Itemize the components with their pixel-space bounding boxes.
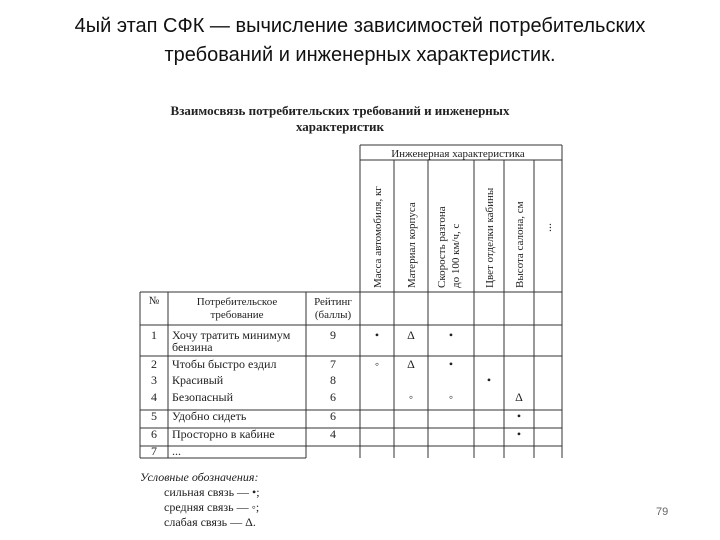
legend-title: Условные обозначения:: [140, 470, 259, 484]
row-requirement: ...: [172, 444, 181, 458]
figure-caption-line-1: Взаимосвязь потребительских требований и инженерных: [170, 103, 510, 118]
legend-strong: сильная связь — •;: [164, 485, 260, 499]
row-requirement: Красивый: [172, 373, 224, 387]
eng-col-more: ...: [540, 223, 554, 232]
row-rating: 6: [330, 390, 336, 404]
row-requirement: Просторно в кабине: [172, 427, 275, 441]
col-requirement-header-2: требование: [210, 309, 264, 321]
eng-header: Инженерная характеристика: [391, 148, 525, 160]
relationship-cell: •: [448, 328, 454, 342]
page-number: 79: [656, 506, 669, 518]
relationship-cell: ◦: [448, 390, 454, 404]
row-number: 4: [151, 390, 157, 404]
relationship-cell: •: [374, 328, 380, 342]
relationship-cell: •: [516, 427, 522, 441]
col-number-header: №: [148, 295, 160, 307]
relationship-cell: Δ: [407, 357, 415, 371]
col-rating-header-1: Рейтинг: [314, 296, 352, 308]
row-requirement: Безопасный: [172, 390, 234, 404]
row-requirement: бензина: [172, 340, 213, 354]
eng-col-acceleration-1: Скорость разгона: [436, 206, 448, 288]
legend-weak: слабая связь — Δ.: [164, 515, 256, 529]
row-rating: 6: [330, 409, 336, 423]
row-rating: 9: [330, 328, 336, 342]
col-requirement-header-1: Потребительское: [196, 296, 278, 308]
row-rating: 4: [330, 427, 336, 441]
figure-caption-line-2: характеристик: [295, 119, 385, 134]
relationship-cell: ◦: [408, 390, 414, 404]
matrix-rows: [151, 328, 523, 458]
row-rating: 8: [330, 373, 336, 387]
row-requirement: Чтобы быстро ездил: [172, 357, 277, 371]
relationship-cell: •: [516, 409, 522, 423]
eng-col-cabin-color: Цвет отделки кабины: [484, 187, 496, 288]
row-requirement: Хочу тратить минимум: [172, 328, 291, 342]
row-number: 7: [151, 444, 157, 458]
row-number: 6: [151, 427, 157, 441]
slide-title-line-2: требований и инженерных характеристик.: [164, 44, 556, 66]
col-rating-header-2: (баллы): [314, 309, 352, 321]
relationship-cell: •: [486, 373, 492, 387]
row-number: 1: [151, 328, 157, 342]
legend-medium: средняя связь — ◦;: [164, 500, 260, 514]
legend: [140, 470, 400, 530]
eng-col-acceleration-2: до 100 км/ч, с: [450, 223, 462, 288]
relationship-cell: Δ: [515, 390, 523, 404]
eng-col-material: Материал корпуса: [406, 202, 418, 288]
row-number: 3: [151, 373, 157, 387]
eng-col-mass: Масса автомобиля, кг: [372, 186, 384, 288]
row-number: 2: [151, 357, 157, 371]
eng-col-cabin-height: Высота салона, см: [514, 201, 526, 288]
row-requirement: Удобно сидеть: [172, 409, 247, 423]
row-number: 5: [151, 409, 157, 423]
relationship-cell: Δ: [407, 328, 415, 342]
relationship-cell: ◦: [374, 357, 380, 371]
row-rating: 7: [330, 357, 336, 371]
relationship-cell: •: [448, 357, 454, 371]
slide-title-line-1: 4ый этап СФК — вычисление зависимостей потребительских: [74, 15, 646, 37]
